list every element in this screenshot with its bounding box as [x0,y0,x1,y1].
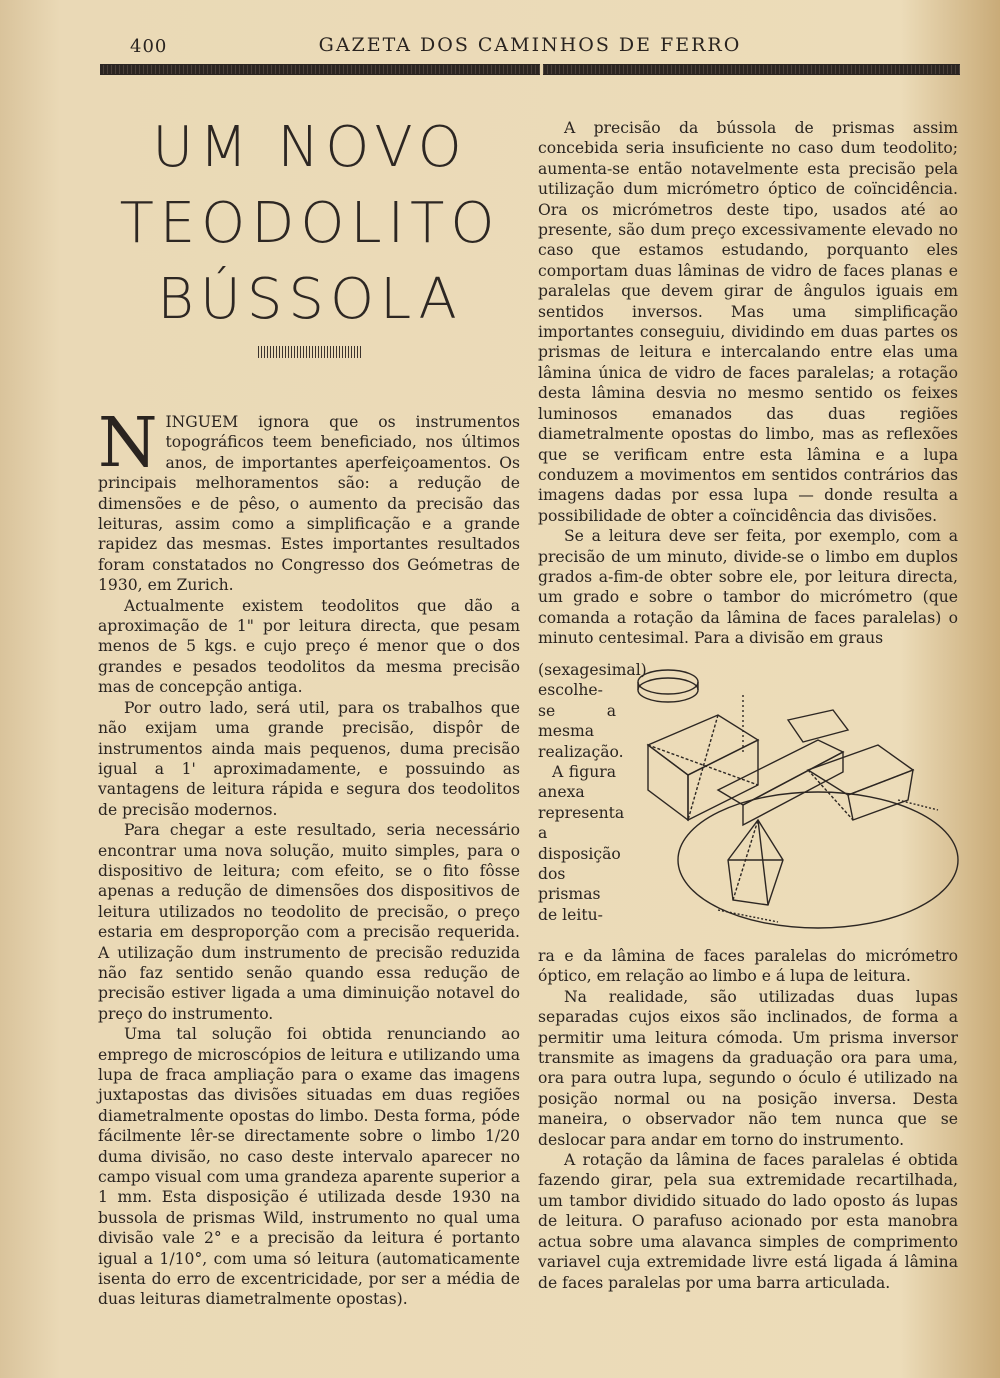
journal-title: GAZETA DOS CAMINHOS DE FERRO [318,34,742,56]
page-header [100,30,960,60]
page-number: 400 [130,36,168,57]
paragraph: A figura anexa representa a disposição dos prismas de leitu- [538,763,625,924]
paragraph: Actualmente existem teodolitos que dão a aproximação de 1" por leitura directa, que pesam menos de 5 kgs. e cujo preço é menor que o dos grandes e pesados teodolitos da mesma precisão mas de concepção antiga. [98,596,520,697]
limbo-ellipse [678,792,958,928]
title-line: BÚSSOLA [157,267,463,332]
hatch-line [718,910,778,922]
title-line: TEODOLITO [119,191,501,256]
title-line: UM NOVO [152,115,468,180]
paragraph: Se a leitura deve ser feita, por exemplo, com a precisão de um minuto, divide-se o limbo em duplos grados a-fim-de obter sobre ele, por leitura directa, um grado e sobre o tambor do micrómetro (que comanda a rotação da lâmina de faces paralelas) o minuto centesimal. Para a divisão em graus [538,527,958,648]
prism-diagram [608,660,968,940]
prism-left-top [648,715,758,775]
paragraph: (sexagesimal) escolhe-se a mesma realização. [538,661,647,761]
paragraph: Uma tal solução foi obtida renunciando ao emprego de microscópios de leitura e utilizando uma lupa de fraca ampliação para o exame das imagens juxtapostas das divisões situadas em duas regiões diametralmente opostas do limbo. Desta forma, póde fácilmente lêr-se directamente sobre o limbo 1/20 duma divisão, no caso deste intervalo aparecer no campo visual com uma grandeza aparente superior a 1 mm. Esta disposição é utilizada desde 1930 na bussola de prismas Wild, instrumento no qual uma divisão vale 2° e a precisão da leitura é portanto igual a 1/10°, com uma só leitura (automaticamente isenta do erro de excentricidade, por ser a média de duas leituras diametralmente opostas). [98,1025,520,1309]
article-title [95,110,525,338]
paragraph: A precisão da bússola de prismas assim concebida seria insuficiente no caso dum teodolito; aumenta-se então notavelmente esta precisão pela utilização dum micrómetro óptico de coïncidência. Ora os micrómetros deste tipo, usados até ao presente, são dum preço excessivamente elevado no caso que estamos estudando, porquanto eles comportam duas lâminas de vidro de faces planas e paralelas que devem girar de ângulos iguais em sentidos inversos. Mas uma simplificação importantes conseguiu, dividindo em duas partes os prismas de leitura e intercalando entre elas uma lâmina única de vidro de faces paralelas; a rotação desta lâmina desvia no mesmo sentido os feixes luminosos emanados das duas regiões diametralmente opostas do limbo, mas as reflexões que se verificam entre esta lâmina e a lupa conduzem a movimentos em sentidos contrários das imagens dadas por essa lupa — donde resulta a possibilidade de obter a coïncidência das divisões. [538,119,958,525]
rule-divider [540,64,543,75]
small-prism [788,710,848,742]
header-rule [100,64,960,75]
paragraph: Para chegar a este resultado, seria necessário encontrar uma nova solução, muito simples, para o dispositivo de leitura; com efeito, se o fito fôsse apenas a redução de dimensões dos dispositivos de leitura utilizados no teodolito de precisão, o preço estaria em desproporção com a precisão requerida. A utilização dum instrumento de precisão reduzida não faz sentido senão quando essa redução de precisão estiver ligada a uma diminuição notavel do preço do instrumento. [98,821,520,1023]
title-ornament [258,346,362,358]
figure-side-text [538,660,647,925]
paragraph: ra e da lâmina de faces paralelas do micrómetro óptico, em relação ao limbo e á lupa de leitura. [538,947,958,986]
paragraph: NINGUEM ignora que os instrumentos topográficos teem beneficiado, nos últimos anos, de importantes aperfeiçoamentos. Os principais melhoramentos são: a redução de dimensões e de pêso, o aumento da precisão das leituras, assim como a simplificação e a grande rapidez das mesmas. Estes importantes resultados foram constatados no Congresso dos Geómetras de 1930, em Zurich. [98,404,520,595]
paragraph: Na realidade, são utilizadas duas lupas separadas cujos eixos são inclinados, de forma a permitir uma leitura cómoda. Um prisma inversor transmite as imagens da graduação ora para uma, ora para outra lupa, segundo o óculo é utilizado na posição normal ou na posição inversa. Desta maneira, o observador não tem nunca que se deslocar para andar em torno do instrumento. [538,987,958,1149]
right-column [538,118,958,649]
drop-cap: N [98,404,158,483]
prism-lower [728,820,783,905]
prism-right-top [808,745,913,795]
left-column [98,404,520,1310]
prism-left-side [648,745,688,820]
paragraph: Por outro lado, será util, para os trabalhos que não exijam uma grande precisão, dispôr de instrumentos ainda mais pequenos, duma precisão igual a 1' aproximadamente, e possuindo as vantagens de leitura rápida e segura dos teodolitos de precisão modernos. [98,698,520,819]
right-column-lower [538,946,958,1293]
prism-diagram-icon [608,660,968,940]
paragraph: A rotação da lâmina de faces paralelas é obtida fazendo girar, pela sua extremidade recartilhada, um tambor dividido situado do lado oposto ás lupas de leitura. O parafuso acionado por esta manobra actua sobre uma alavanca simples de comprimento variavel cuja extremidade livre está ligada á lâmina de faces paralelas por uma barra articulada. [538,1151,958,1292]
prism-left-front [688,740,758,820]
